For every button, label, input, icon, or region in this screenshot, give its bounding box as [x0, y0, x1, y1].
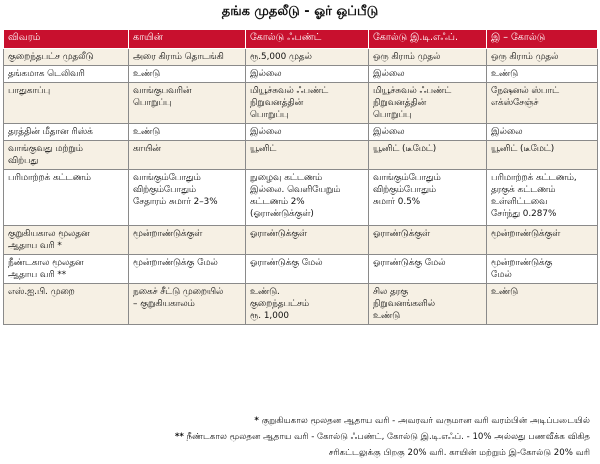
footnote-2: [0, 429, 590, 445]
footnote-mark: *: [254, 416, 259, 426]
table-cell: அரை கிராம் தொடங்கி: [129, 49, 246, 66]
table-cell: பரிமாற்றக் கட்டணம், தரகுக் கட்டணம் உள்ளிட்டவை சேர்ந்து 0.287%: [487, 170, 598, 226]
table-cell: நகைச் சீட்டு முறையில் – குறுகியகாலம்: [129, 284, 246, 325]
row-label-cell: பரிமாற்றக் கட்டணம்: [4, 170, 129, 226]
table-header-row: [4, 30, 598, 49]
page-title: தங்க முதலீடு - ஓர் ஒப்பீடு: [221, 4, 379, 19]
header-cell: இ – கோல்டு: [487, 30, 598, 49]
table-row: [4, 124, 598, 141]
table-row: [4, 83, 598, 124]
table-cell: மியூச்சுவல் ஃபண்ட் நிறுவனத்தின் பொறுப்பு: [369, 83, 487, 124]
table-cell: இல்லை: [369, 66, 487, 83]
header-cell: காயின்: [129, 30, 246, 49]
footnote-text: சரிகட்டலுக்கு பிறகு 20% வரி. காயின் மற்றும் இ-கோல்டு 20% வரி: [328, 448, 590, 458]
table-row: [4, 49, 598, 66]
row-label-cell: பாதுகாப்பு: [4, 83, 129, 124]
table-cell: யூனிட் (டீமேட்): [369, 141, 487, 170]
row-label-cell: குறுகியகால மூலதன ஆதாய வரி *: [4, 226, 129, 255]
table-cell: வாங்கும்போதும் விற்கும்போதும் சேதாரம் சுமார் 2–3%: [129, 170, 246, 226]
table-cell: மூன்றாண்டுக்கு மேல்: [129, 255, 246, 284]
header-cell: கோல்டு இ.டி.எஃப்.: [369, 30, 487, 49]
footnote-text: குறுகியகால மூலதன ஆதாய வரி - அவரவர் வருமான வரி வரம்பின் அடிப்படையில்: [261, 416, 590, 426]
table-cell: மூன்றாண்டுக்குள்: [487, 226, 598, 255]
table-row: [4, 226, 598, 255]
table-cell: சில தரகு நிறுவனங்களில் உண்டு: [369, 284, 487, 325]
table-cell: யூனிட்: [246, 141, 369, 170]
table-cell: வாங்கும்போதும் விற்கும்போதும் சுமார் 0.5%: [369, 170, 487, 226]
table-cell: ஒரு கிராம் முதல்: [369, 49, 487, 66]
table-cell: மூன்றாண்டுக்கு மேல்: [487, 255, 598, 284]
table-cell: நுழைவு கட்டணம் இல்லை. வெளியேறும் கட்டணம் 2% (ஓராண்டுக்குள்): [246, 170, 369, 226]
footnote-1: [0, 413, 590, 429]
table-cell: மூன்றாண்டுக்குள்: [129, 226, 246, 255]
row-label-cell: தரத்தின் மீதான ரிஸ்க்: [4, 124, 129, 141]
footnote-3: [0, 445, 590, 461]
table-cell: உண்டு: [487, 66, 598, 83]
table-cell: ரூ.5,000 முதல்: [246, 49, 369, 66]
table-cell: உண்டு. குறைந்தபட்சம் ரூ. 1,000: [246, 284, 369, 325]
table-cell: உண்டு: [129, 124, 246, 141]
table-cell: இல்லை: [246, 66, 369, 83]
table-cell: ஒரு கிராம் முதல்: [487, 49, 598, 66]
table-cell: காயின்: [129, 141, 246, 170]
table-row: [4, 255, 598, 284]
table-cell: உண்டு: [129, 66, 246, 83]
table-cell: ஓராண்டுக்குள்: [369, 226, 487, 255]
table-cell: உண்டு: [487, 284, 598, 325]
footnote-text: நீண்டகால மூலதன ஆதாய வரி - கோல்டு ஃபண்ட், கோல்டு இ.டி.எஃப். - 10% அல்லது பணவீக்க விகித: [186, 432, 590, 442]
table-cell: யூனிட் (டீமேட்): [487, 141, 598, 170]
row-label-cell: வாங்குவது மற்றும் விற்பது: [4, 141, 129, 170]
header-cell: விவரம்: [4, 30, 129, 49]
table-cell: இல்லை: [246, 124, 369, 141]
footnotes: [0, 413, 590, 461]
table-cell: நேஷனல் ஸ்பாட் எக்ஸ்சேஞ்ச்: [487, 83, 598, 124]
table-cell: ஓராண்டுக்கு மேல்: [369, 255, 487, 284]
table-row: [4, 170, 598, 226]
table-cell: மியூச்சுவல் ஃபண்ட் நிறுவனத்தின் பொறுப்பு: [246, 83, 369, 124]
row-label-cell: தங்கமாக டெலிவரி: [4, 66, 129, 83]
table-cell: ஓராண்டுக்குள்: [246, 226, 369, 255]
table-row: [4, 141, 598, 170]
row-label-cell: குறைந்தபட்ச முதலீடு: [4, 49, 129, 66]
comparison-table: [3, 29, 598, 325]
row-label-cell: நீண்டகால மூலதன ஆதாய வரி **: [4, 255, 129, 284]
footnote-mark: **: [174, 432, 184, 442]
header-cell: கோல்டு ஃபண்ட்: [246, 30, 369, 49]
table-row: [4, 66, 598, 83]
table-cell: இல்லை: [369, 124, 487, 141]
table-row: [4, 284, 598, 325]
table-cell: வாங்குபவரின் பொறுப்பு: [129, 83, 246, 124]
table-cell: இல்லை: [487, 124, 598, 141]
row-label-cell: எஸ்.ஐ.பி. முறை: [4, 284, 129, 325]
table-cell: ஓராண்டுக்கு மேல்: [246, 255, 369, 284]
